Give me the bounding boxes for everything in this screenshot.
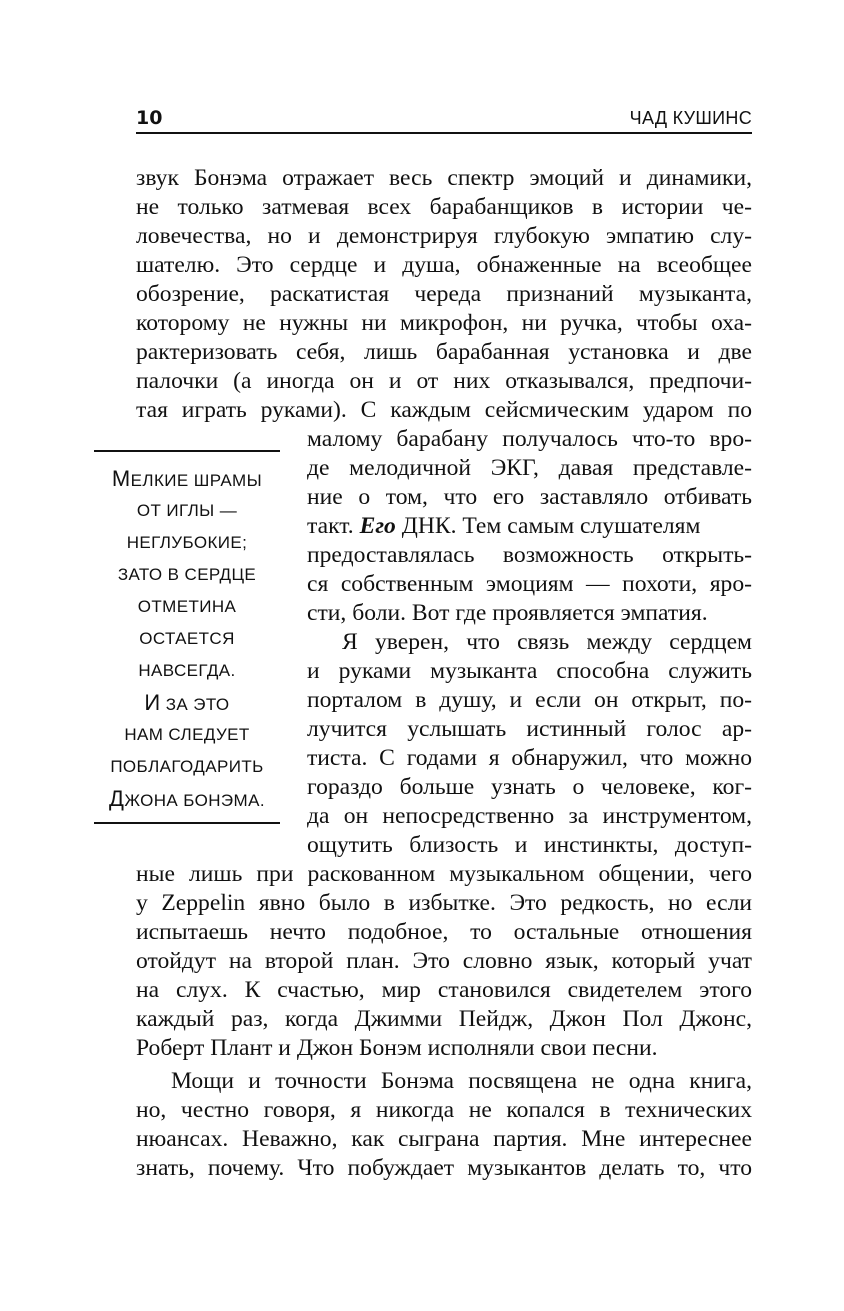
text-line: ся собственным эмоциям — похоти, яро- [307,571,752,597]
text-line: тая играть руками). С каждым сейсмическим ударом по [136,397,752,423]
text-line: рактеризовать себя, лишь барабанная установка и две [136,339,752,365]
text-line: испытаешь нечто подобное, то остальные отношения [136,919,752,945]
text-line: предоставлялась возможность открыть- [307,542,752,568]
text-line: Роберт Плант и Джон Бонэм исполняли свои песни. [136,1035,658,1061]
pull-quote-line: НЕГЛУБОКИЕ; [126,533,248,552]
text-line: де мелодичной ЭКГ, давая представле- [307,455,752,481]
page-number: 10 [136,107,163,129]
running-head-author: ЧАД КУШИНС [629,108,752,128]
text-line: шателю. Это сердце и душа, обнаженные на всеобщее [136,252,752,278]
text-line: ные лишь при раскованном музыкальном общении, чего [136,861,752,887]
emphasis-word: Его [359,513,396,539]
text-line: не только затмевая всех барабанщиков в истории че- [136,194,752,220]
text-line: которому не нужны ни микрофон, ни ручка, чтобы оха- [136,310,752,336]
pull-quote-line [94,468,280,492]
page-header [136,104,752,134]
pull-quote-initial: М [111,466,131,491]
text-line: лучится услышать истинный голос ар- [307,716,752,742]
pull-quote-initial: И [144,690,161,715]
pull-quote-line: ЗАТО В СЕРДЦЕ [117,565,257,584]
pull-quote-line: ОСТАЕТСЯ [139,629,235,648]
paragraph-first-line: Мощи и точности Бонэма посвящена не одна книга, [171,1068,752,1094]
pull-quote [94,450,280,824]
pull-quote-rest: ЖОНА БОНЭМА. [124,791,265,810]
text-line: обозрение, раскатистая череда признаний музыканта, [136,281,752,307]
text-line: тиста. С годами я обнаружил, что можно [307,745,752,771]
text-line: каждый раз, когда Джимми Пейдж, Джон Пол Джонс, [136,1006,752,1032]
pull-quote-line: НАМ СЛЕДУЕТ [124,725,250,744]
pull-quote-line: ПОБЛАГОДАРИТЬ [110,757,264,776]
text-line: гораздо больше узнать о человеке, ког- [307,774,752,800]
text-line: и руками музыканта способна служить [307,658,752,684]
pull-quote-line: ОТМЕТИНА [137,597,237,616]
pull-quote-line: ОТ ИГЛЫ — [136,501,238,520]
pull-quote-rest: ЗА ЭТО [160,695,230,714]
pull-quote-initial: Д [109,786,125,811]
text-line: ощутить близость и инстинкты, доступ- [307,832,752,858]
text-line: нюансах. Неважно, как сыграна партия. Мне интереснее [136,1126,752,1152]
text-line: ловечества, но и демонстрируя глубокую эмпатию слу- [136,223,752,249]
pull-quote-line [94,788,280,812]
text-line: сти, боли. Вот где проявляется эмпатия. [307,600,708,626]
text-line: порталом в душу, и если он открыт, по- [307,687,752,713]
text-fragment: ДНК. Тем самым слушателям [401,513,701,539]
pull-quote-line: НАВСЕГДА. [138,661,236,680]
text-line [307,512,752,541]
text-line: отойдут на второй план. Это словно язык, который учат [136,948,752,974]
paragraph-first-line: Я уверен, что связь между сердцем [342,629,752,655]
text-line: палочки (а иногда он и от них отказывался, предпочи- [136,368,752,394]
text-line: у Zeppelin явно было в избытке. Это редкость, но если [136,890,752,916]
text-fragment: такт. [307,513,354,539]
text-line: звук Бонэма отражает весь спектр эмоций и динамики, [136,165,752,191]
text-line: да он непосредственно за инструментом, [307,803,752,829]
text-line: знать, почему. Что побуждает музыкантов делать то, что [136,1155,752,1181]
text-line: но, честно говоря, я никогда не копался в технических [136,1097,752,1123]
text-line: на слух. К счастью, мир становился свидетелем этого [136,977,752,1003]
pull-quote-rest: ЕЛКИЕ ШРАМЫ [130,471,263,490]
text-line: ние о том, что его заставляло отбивать [307,484,752,510]
text-line: малому барабану получалось что-то вро- [307,426,752,452]
pull-quote-line [94,692,280,716]
